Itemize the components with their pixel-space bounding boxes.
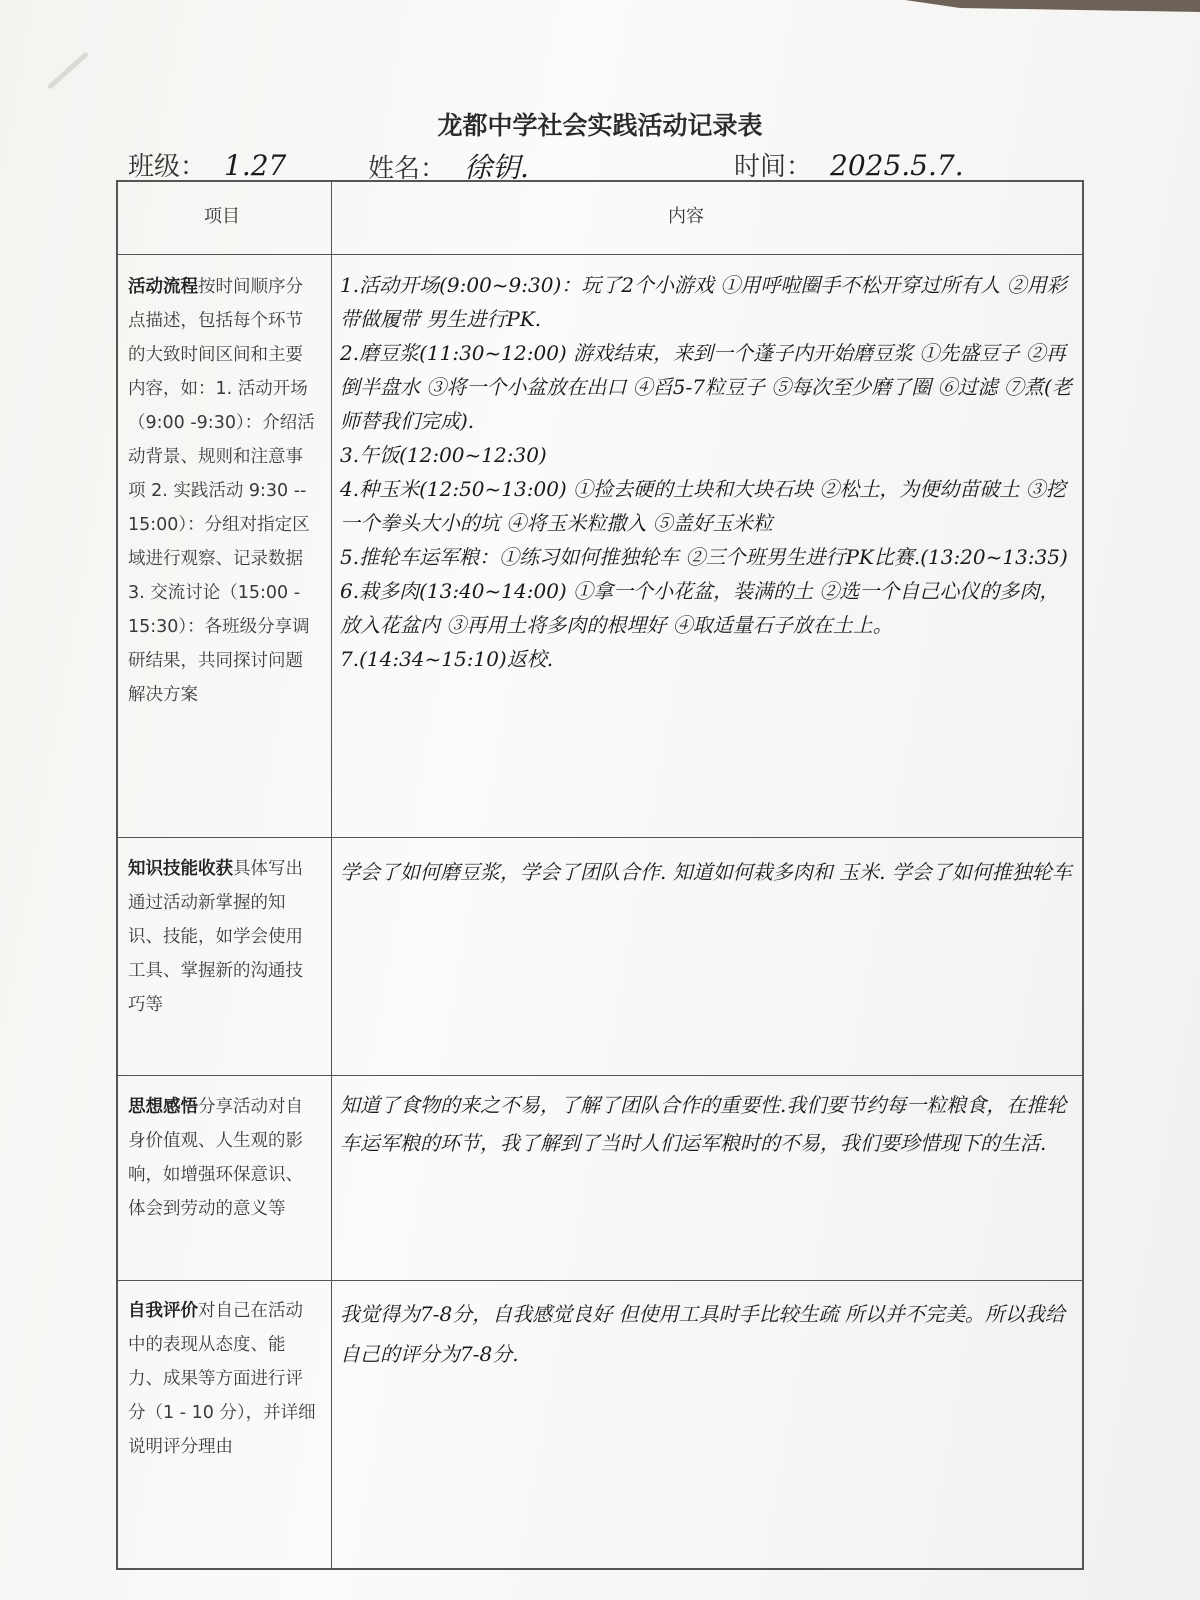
row-divider (118, 1075, 1082, 1076)
form-title: 龙都中学社会实践活动记录表 (437, 111, 763, 140)
label-knowledge-skills (128, 852, 318, 1022)
label-desc: 具体写出通过活动新掌握的知识、技能，如学会使用工具、掌握新的沟通技巧等 (128, 859, 303, 1015)
label-desc: 按时间顺序分点描述，包括每个环节的大致时间区间和主要内容，如：1. 活动开场（9:00 -9:30）：介绍活动背景、规则和注意事项 2. 实践活动 9:30 -- 15:00）：分组对指定区域进行观察、记录数据 3. 交流讨论（15:00 - 15:30）：各班级分享调研结果，共同探讨问题解决方案 (128, 277, 315, 705)
label-bold: 活动流程 (128, 277, 198, 297)
name-label: 姓名： (368, 154, 447, 184)
flow-line: 7.(14:34~15:10)返校. (340, 647, 554, 671)
time-label: 时间： (734, 152, 813, 182)
label-bold: 自我评价 (128, 1301, 198, 1321)
content-activity-flow (340, 268, 1076, 676)
label-bold: 思想感悟 (128, 1097, 198, 1117)
flow-line: 4.种玉米(12:50~13:00) ①捡去硬的土块和大块石块 ②松土，为便幼苗破土 ③挖一个拳头大小的坑 ④将玉米粒撒入 ⑤盖好玉米粒 (340, 477, 1066, 535)
label-activity-flow (128, 270, 318, 712)
content-self-evaluation: 我觉得为7-8分，自我感觉良好 但使用工具时手比较生疏 所以并不完美。所以我给自己的评分为7-8分. (340, 1302, 1065, 1366)
class-field (128, 146, 286, 183)
time-value: 2025.5.7. (830, 149, 964, 182)
content-knowledge-skills: 学会了如何磨豆浆，学会了团队合作. 知道如何栽多肉和 玉米. 学会了如何推独轮车 (340, 860, 1072, 884)
label-reflections (128, 1090, 318, 1226)
label-desc: 分享活动对自身价值观、人生观的影响，如增强环保意识、体会到劳动的意义等 (128, 1097, 303, 1219)
content-reflections: 知道了食物的来之不易，了解了团队合作的重要性.我们要节约每一粒粮食，在推轮车运军粮的环节，我了解到了当时人们运军粮时的不易，我们要珍惜现下的生活. (340, 1093, 1067, 1155)
flow-line: 5.推轮车运军粮：①练习如何推独轮车 ②三个班男生进行PK比赛.(13:20~13:35) (340, 545, 1068, 569)
time-field (734, 146, 964, 183)
label-self-evaluation (128, 1294, 318, 1464)
row-divider (118, 254, 1082, 255)
flow-line: 6.栽多肉(13:40~14:00) ①拿一个小花盆，装满的土 ②选一个自己心仪的多肉，放入花盆内 ③再用土将多肉的根埋好 ④取适量石子放在土上。 (340, 579, 1060, 637)
header-item: 项目 (204, 206, 240, 227)
flow-line: 2.磨豆浆(11:30~12:00) 游戏结束，来到一个蓬子内开始磨豆浆 ①先盛豆子 ②再倒半盘水 ③将一个小盆放在出口 ④舀5-7粒豆子 ⑤每次至少磨了圈 ⑥过滤 ⑦煮(老师替我们完成). (340, 341, 1072, 433)
label-bold: 知识技能收获 (128, 859, 233, 879)
column-divider (331, 182, 332, 1568)
label-desc: 对自己在活动中的表现从态度、能力、成果等方面进行评分（1 - 10 分），并详细说明评分理由 (128, 1301, 316, 1457)
record-table (116, 180, 1084, 1570)
class-value: 1.27 (224, 149, 287, 182)
flow-line: 1.活动开场(9:00~9:30)：玩了2个小游戏 ①用呼啦圈手不松开穿过所有人 ②用彩带做履带 男生进行PK. (340, 273, 1067, 331)
row-divider (118, 1280, 1082, 1281)
flow-line: 3.午饭(12:00~12:30) (340, 443, 547, 467)
header-content: 内容 (668, 206, 704, 227)
class-label: 班级： (128, 152, 207, 182)
name-value: 徐钥. (464, 151, 529, 184)
row-divider (118, 837, 1082, 838)
